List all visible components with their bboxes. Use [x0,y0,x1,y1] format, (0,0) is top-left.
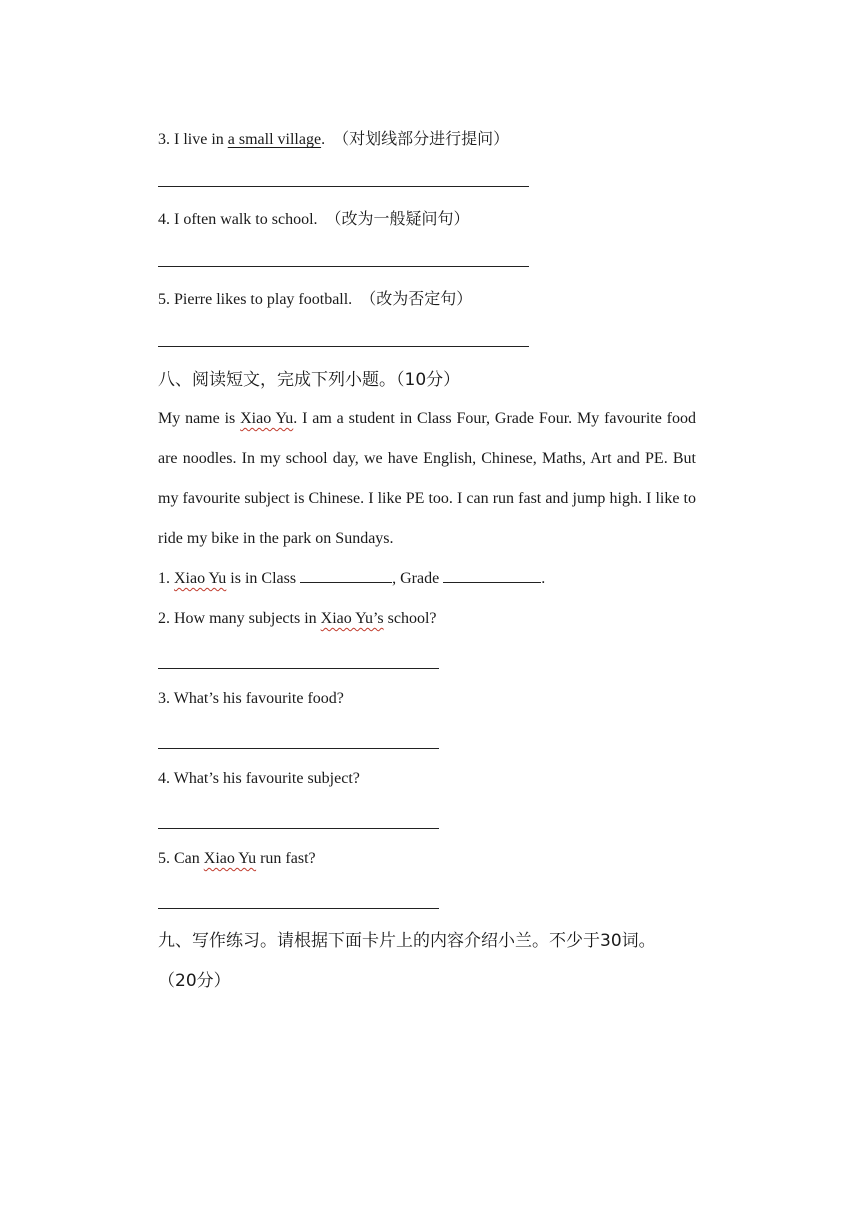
question-7-5: 5. Pierre likes to play football. （改为否定句） [158,289,473,308]
question-7-4: 4. I often walk to school. （改为一般疑问句） [158,209,470,228]
section-9-heading: 九、写作练习。请根据下面卡片上的内容介绍小兰。不少于30词。 [158,931,656,951]
answer-line-8-4[interactable] [158,828,439,829]
answer-line-8-2[interactable] [158,668,439,669]
answer-line-7-4[interactable] [158,266,529,267]
question-8-2: 2. How many subjects in Xiao Yu’s school? [158,610,437,627]
question-8-4: 4. What’s his favourite subject? [158,770,360,787]
reading-passage: My name is Xiao Yu. I am a student in Class Four, Grade Four. My favourite food are noodles. In my school day, we have English, Chinese, Maths, Art and PE. But my favourite subject is Chinese. I like PE too. I can run fast and jump high. I like to ride my bike in the park on Sundays. [158,410,697,547]
underlined-phrase: a small village [227,131,322,148]
instruction: （改为否定句） [360,289,473,308]
question-8-5: 5. Can Xiao Yu run fast? [158,850,316,867]
grade-blank[interactable] [443,568,541,583]
answer-line-7-5[interactable] [158,346,529,347]
question-7-3: 3. I live in a small village. （对划线部分进行提问） [158,129,510,148]
section-8-heading: 八、阅读短文，完成下列小题。（10分） [158,370,461,390]
answer-line-8-5[interactable] [158,908,439,909]
answer-line-7-3[interactable] [158,186,529,187]
section-9-score: （20分） [158,971,231,991]
question-8-3: 3. What’s his favourite food? [158,690,344,707]
question-8-1: 1. Xiao Yu is in Class , Grade . [158,570,546,587]
answer-line-8-3[interactable] [158,748,439,749]
class-blank[interactable] [300,568,392,583]
instruction: （改为一般疑问句） [325,209,470,228]
name-xiao-yu: Xiao Yu [240,410,294,427]
instruction: （对划线部分进行提问） [333,129,510,148]
